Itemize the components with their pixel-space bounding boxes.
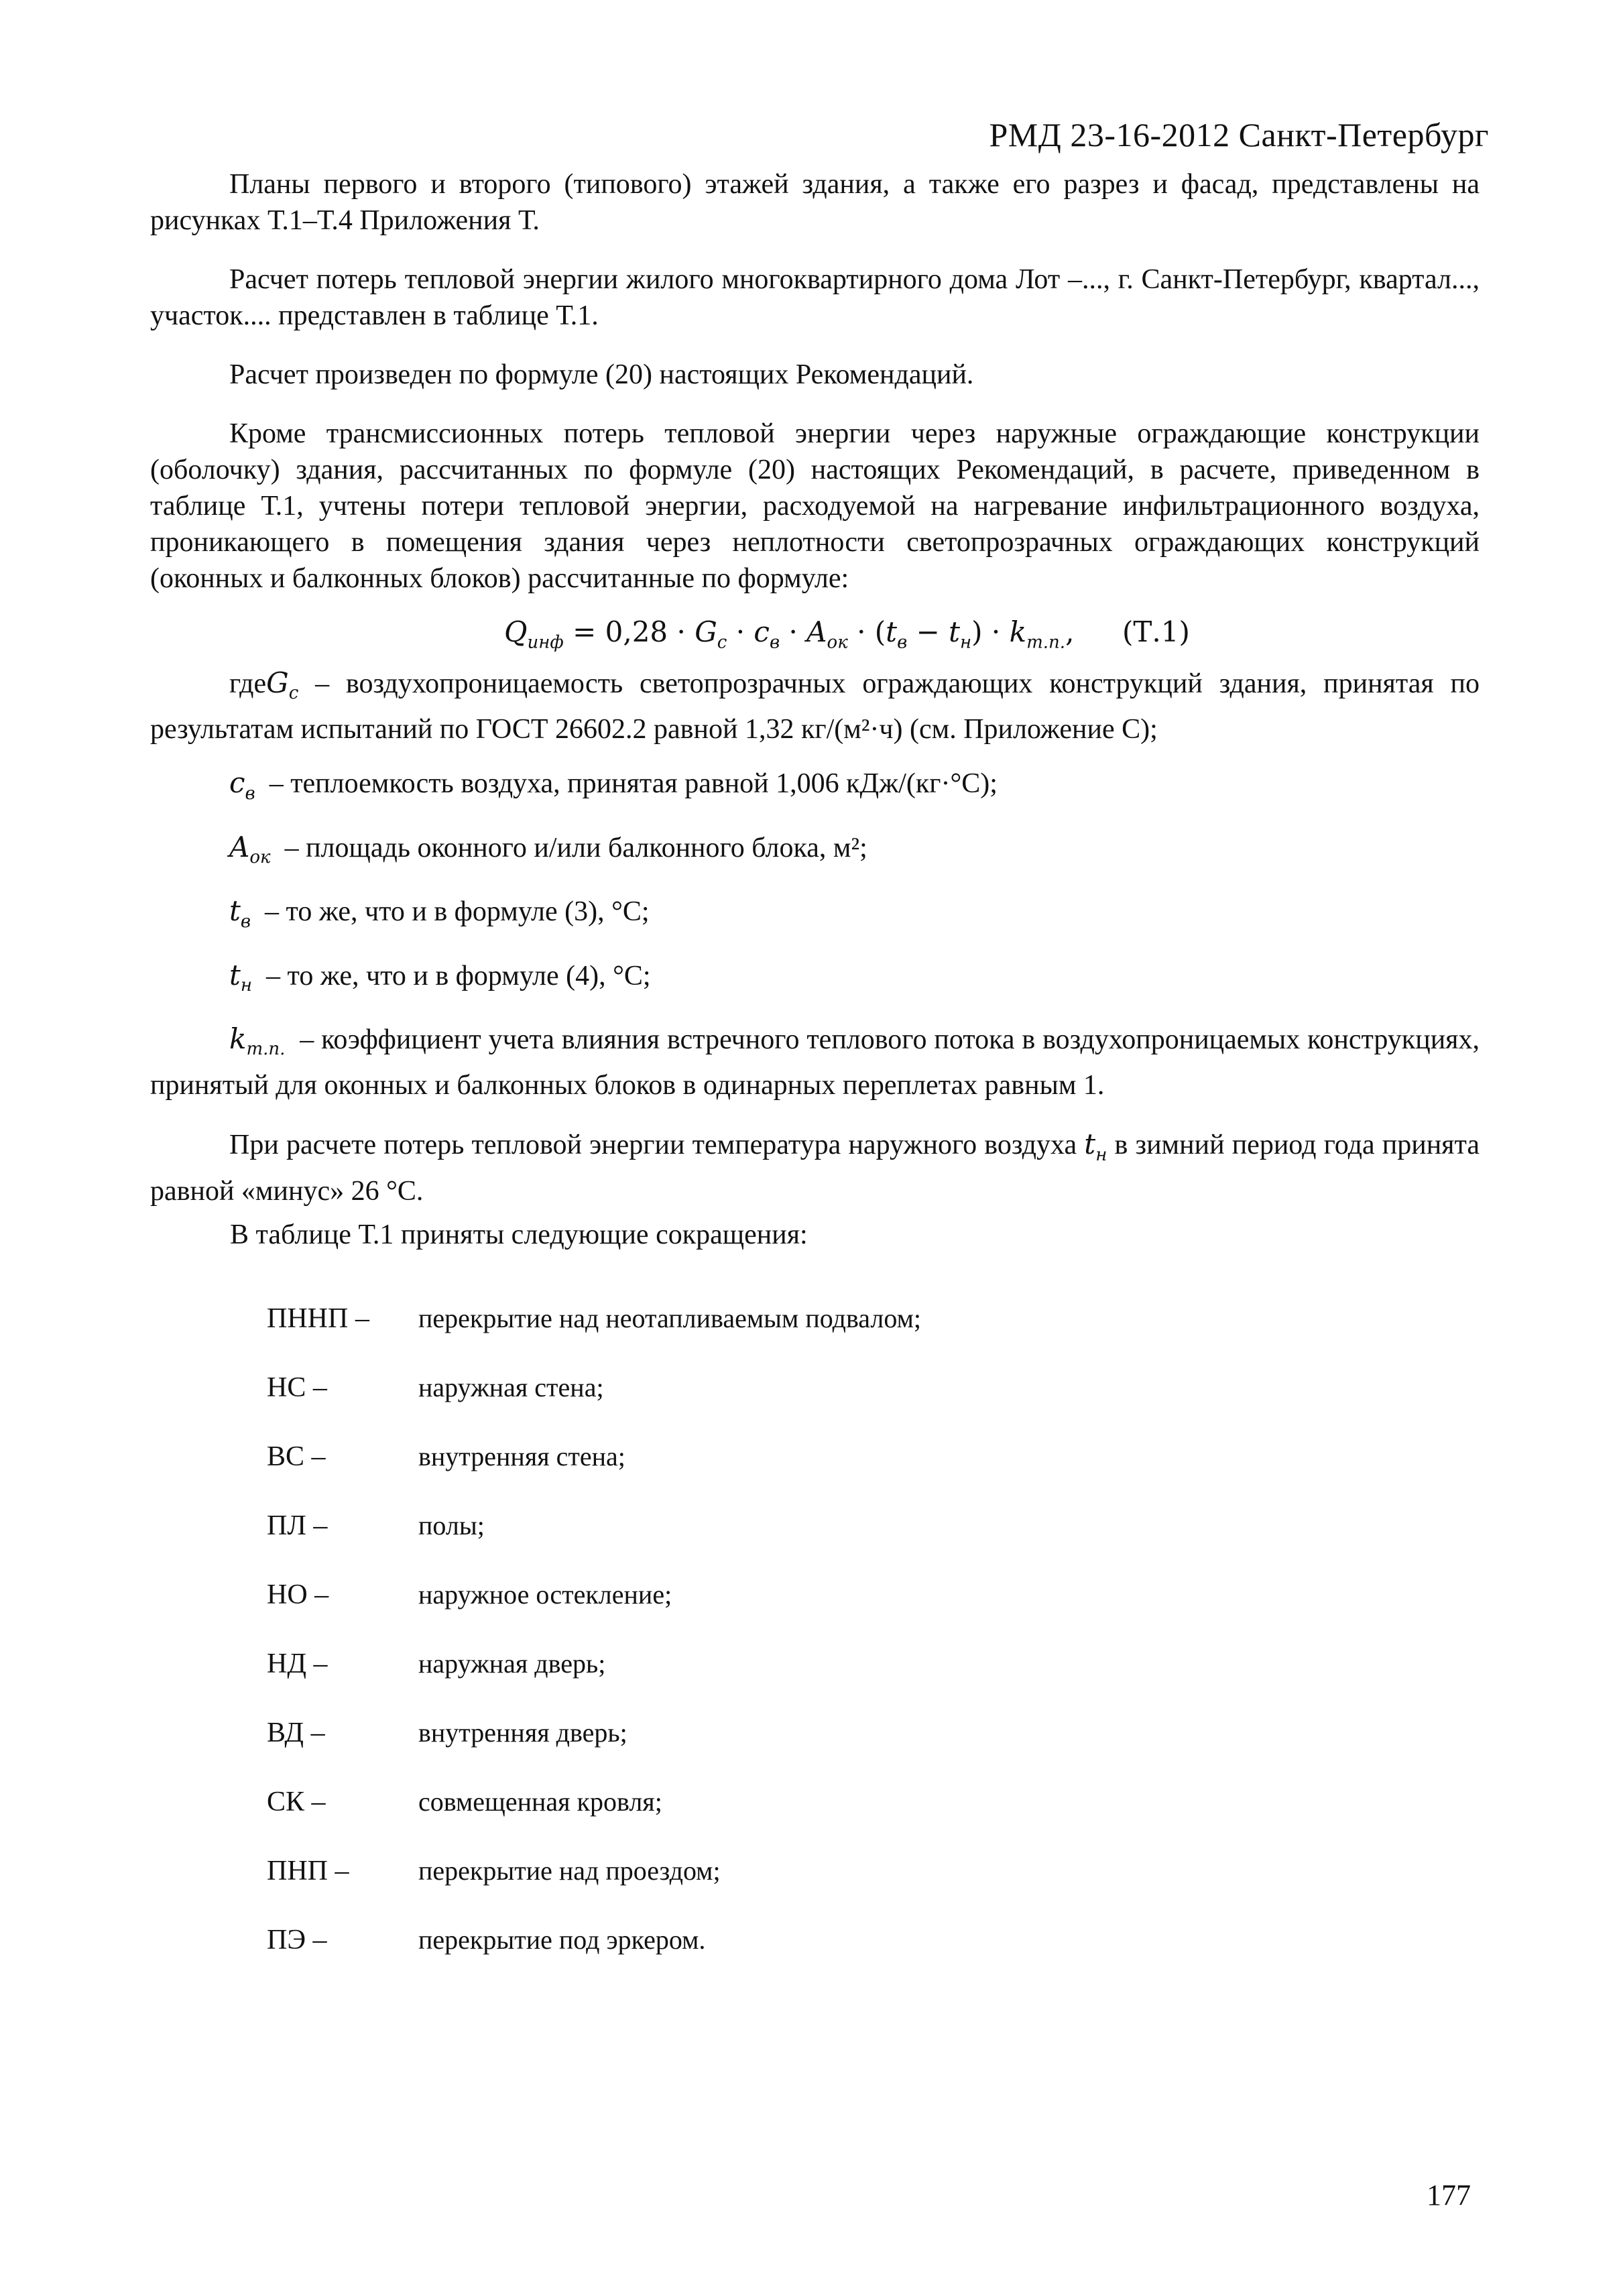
list-item bbox=[267, 1785, 921, 1854]
list-item bbox=[267, 1371, 921, 1440]
document-body bbox=[150, 166, 1480, 1209]
definition-cv: $c_в$ – теплоемкость воздуха, принятая равной 1,006 кДж/(кг·°С); bbox=[229, 766, 998, 804]
list-item bbox=[267, 1578, 921, 1647]
abbrev-desc: внутренняя стена; bbox=[418, 1441, 625, 1471]
list-item bbox=[267, 1923, 921, 1992]
list-item bbox=[267, 1647, 921, 1716]
abbrev-desc: наружная дверь; bbox=[418, 1648, 606, 1679]
formula-t1 bbox=[150, 611, 1480, 654]
paragraph-calculation: Расчет потерь тепловой энергии жилого многоквартирного дома Лот –..., г. Санкт-Петербург, квартал..., участок.... представлен в таблице Т.1. bbox=[150, 264, 1480, 331]
abbrev-desc: совмещенная кровля; bbox=[418, 1787, 662, 1817]
abbrev-code: ВС – bbox=[267, 1441, 326, 1472]
abbrev-code: НД – bbox=[267, 1648, 328, 1679]
abbrev-desc: внутренняя дверь; bbox=[418, 1717, 627, 1748]
definition-tv: $t_в$ – то же, что и в формуле (3), °С; bbox=[229, 894, 650, 932]
list-item bbox=[267, 1854, 921, 1923]
list-item bbox=[267, 1716, 921, 1785]
list-item bbox=[267, 1302, 921, 1371]
list-item bbox=[267, 1440, 921, 1509]
abbrev-desc: наружное остекление; bbox=[418, 1579, 672, 1610]
paragraph-formula-ref: Расчет произведен по формуле (20) настоящих Рекомендаций. bbox=[229, 359, 974, 390]
abbrev-code: ПНП – bbox=[267, 1856, 349, 1886]
abbreviations-intro: В таблице Т.1 приняты следующие сокращения: bbox=[230, 1219, 808, 1250]
abbrev-desc: перекрытие над неотапливаемым подвалом; bbox=[418, 1303, 922, 1333]
definition-k: $k_{т.п.}$ – коэффициент учета влияния встречного теплового потока в воздухопроницаемых конструкциях, принятый для оконных и балконных блоков в одинарных переплетах равным 1. bbox=[150, 1022, 1480, 1101]
definition-tn: $t_н$ – то же, что и в формуле (4), °С; bbox=[229, 958, 651, 995]
definition-aok: $A_{ок}$ – площадь оконного и/или балконного блока, м²; bbox=[229, 830, 867, 868]
abbrev-code: НО – bbox=[267, 1579, 329, 1610]
document-header: РМД 23-16-2012 Санкт-Петербург bbox=[989, 116, 1489, 154]
formula-number: (Т.1) bbox=[1122, 615, 1190, 648]
abbrev-code: СК – bbox=[267, 1787, 326, 1817]
abbrev-code: НС – bbox=[267, 1372, 327, 1403]
abbrev-code: ПННП – bbox=[267, 1303, 369, 1334]
abbrev-desc: перекрытие над проездом; bbox=[418, 1856, 721, 1886]
paragraph-infiltration: Кроме трансмиссионных потерь тепловой энергии через наружные ограждающие конструкции (оболочку) здания, рассчитанных по формуле (20) настоящих Рекомендаций, в расчете, приведенном в таблице Т.1, учтены потери тепловой энергии, расходуемой на нагревание инфильтрационного воздуха, проникающего в помещения здания через неплотности светопрозрачных ограждающих конструкций (оконных и балконных блоков) рассчитанные по формуле: bbox=[150, 418, 1480, 594]
abbrev-desc: перекрытие под эркером. bbox=[418, 1925, 706, 1955]
abbreviations-list bbox=[267, 1302, 921, 1992]
abbrev-desc: полы; bbox=[418, 1510, 485, 1540]
formula-expression: $Q_{инф} = 0,28 \cdot G_c \cdot c_в \cdot A_{ок} \cdot (t_в - t_н) \cdot k_{т.п.}$, bbox=[504, 615, 1075, 653]
abbrev-code: ВД – bbox=[267, 1717, 325, 1748]
abbrev-code: ПЛ – bbox=[267, 1510, 328, 1541]
abbrev-code: ПЭ – bbox=[267, 1925, 327, 1955]
definition-gc: гдеG$_c$ – воздухопроницаемость светопрозрачных ограждающих конструкций здания, принятая по результатам испытаний по ГОСТ 26602.2 равной 1,32 кг/(м²·ч) (см. Приложение С); bbox=[150, 666, 1480, 745]
list-item bbox=[267, 1509, 921, 1578]
paragraph-plans: Планы первого и второго (типового) этажей здания, а также его разрез и фасад, представлены на рисунках Т.1–Т.4 Приложения Т. bbox=[150, 169, 1480, 236]
paragraph-outdoor-temperature: При расчете потерь тепловой энергии температура наружного воздуха $t_н$ в зимний период года принята равной «минус» 26 °С. bbox=[150, 1128, 1480, 1207]
page-number: 177 bbox=[1427, 2179, 1471, 2212]
abbrev-desc: наружная стена; bbox=[418, 1372, 604, 1402]
